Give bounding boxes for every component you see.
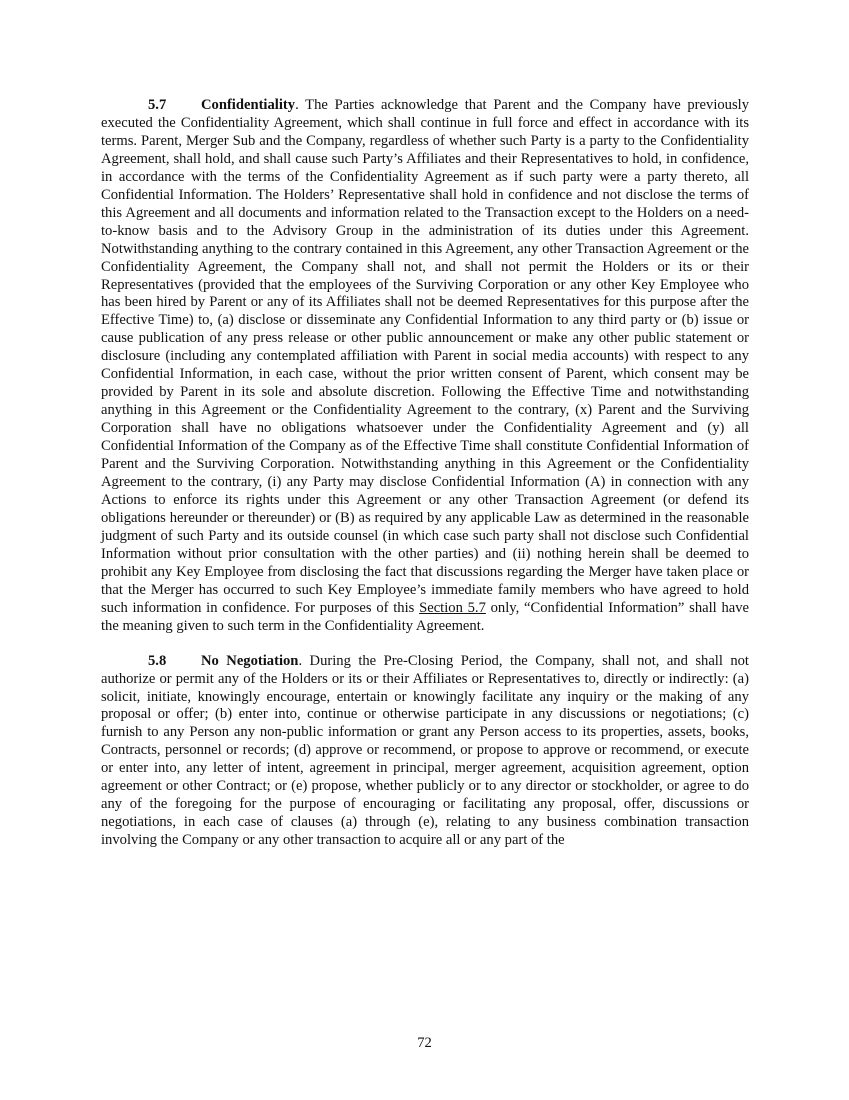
section-body-text: The Parties acknowledge that Parent and the Company have previously executed the Confidentiality Agreement, which shall continue in full force and effect in accordance with its terms. Parent, Merger Sub and the Company, regardless of whether such Party is a party to the Confidentiality Agreement, shall hold, and shall cause such Party’s Affiliates and their Representatives to hold, in confidence, in accordance with the terms of the Confidentiality Agreement as if such party were a party thereto, all Confidential Information. The Holders’ Representative shall hold in confidence and not disclose the terms of this Agreement and all documents and information related to the Transaction except to the Holders on a need-to-know basis and to the Advisory Group in the administration of its duties under this Agreement. Notwithstanding anything to the contrary contained in this Agreement, any other Transaction Agreement or the Confidentiality Agreement, the Company shall not, and shall not permit the Holders or its or their Representatives (provided that the employees of the Surviving Corporation or any other Key Employee who has been hired by Parent or any of its Affiliates shall not be deemed Representatives for this purpose after the Effective Time) to, (a) disclose or disseminate any Confidential Information to any third party or (b) issue or cause publication of any press release or other public announcement or make any other public statement or disclosure (including any contemplated affiliation with Parent in social media accounts) with respect to any Confidential Information, in each case, without the prior written consent of Parent, which consent may be provided by Parent in its sole and absolute discretion. Following the Effective Time and notwithstanding anything in this Agreement or the Confidentiality Agreement to the contrary, (x) Parent and the Surviving Corporation shall have no obligations whatsoever under the Confidentiality Agreement and (y) all Confidential Information of the Company as of the Effective Time shall constitute Confidential Information of Parent and the Surviving Corporation. Notwithstanding anything in this Agreement or the Confidentiality Agreement to the contrary, (i) any Party may disclose Confidential Information (A) in connection with any Actions to enforce its rights under this Agreement or any other Transaction Agreement (or defend its obligations hereunder or thereunder) or (B) as required by any applicable Law as determined in the reasonable judgment of such Party and its outside counsel (in which case such party shall not disclose such Confidential Information without prior consultation with the other parties) and (ii) nothing herein shall be deemed to prohibit any Key Employee from disclosing the fact that discussions regarding the Merger have taken place or that the Merger has occurred to such Key Employee’s immediate family members who have agreed to hold such information in confidence. For purposes of this bbox=[101, 97, 749, 616]
section-number: 5.7 bbox=[148, 97, 167, 113]
page-number: 72 bbox=[417, 1035, 432, 1051]
section-5-7-paragraph bbox=[101, 97, 749, 636]
section-number: 5.8 bbox=[148, 652, 167, 669]
heading-period: . bbox=[295, 97, 299, 113]
section-cross-reference: Section 5.7 bbox=[419, 599, 486, 616]
section-5-8-paragraph bbox=[101, 653, 749, 850]
section-heading: Confidentiality bbox=[201, 97, 296, 113]
section-body-text: During the Pre-Closing Period, the Company, shall not, and shall not authorize or permit any of the Holders or its or their Affiliates or Representatives to, directly or indirectly: (a) solicit, initiate, knowingly encourage, entertain or knowingly facilitate any inquiry or the making of any proposal or offer; (b) enter into, continue or otherwise participate in any discussions or negotiations; (c) furnish to any Person any non-public information or grant any Person access to its properties, assets, books, Contracts, personnel or records; (d) approve or recommend, or propose to approve or recommend, or execute or enter into, any letter of intent, agreement in principal, merger agreement, acquisition agreement, option agreement or other Contract; or (e) propose, whether publicly or to any director or stockholder, or agree to do any of the foregoing for the purpose of encouraging or facilitating any proposal, offer, discussions or negotiations, in each case of clauses (a) through (e), relating to any business combination transaction involving the Company or any other transaction to acquire all or any part of the bbox=[101, 652, 749, 849]
section-heading: No Negotiation bbox=[201, 652, 299, 669]
section-body-text-continued: only, “Confidential Information” shall have the meaning given to such term in the Confidentiality Agreement. bbox=[101, 599, 750, 634]
heading-period: . bbox=[298, 652, 303, 669]
document-page bbox=[101, 97, 749, 850]
